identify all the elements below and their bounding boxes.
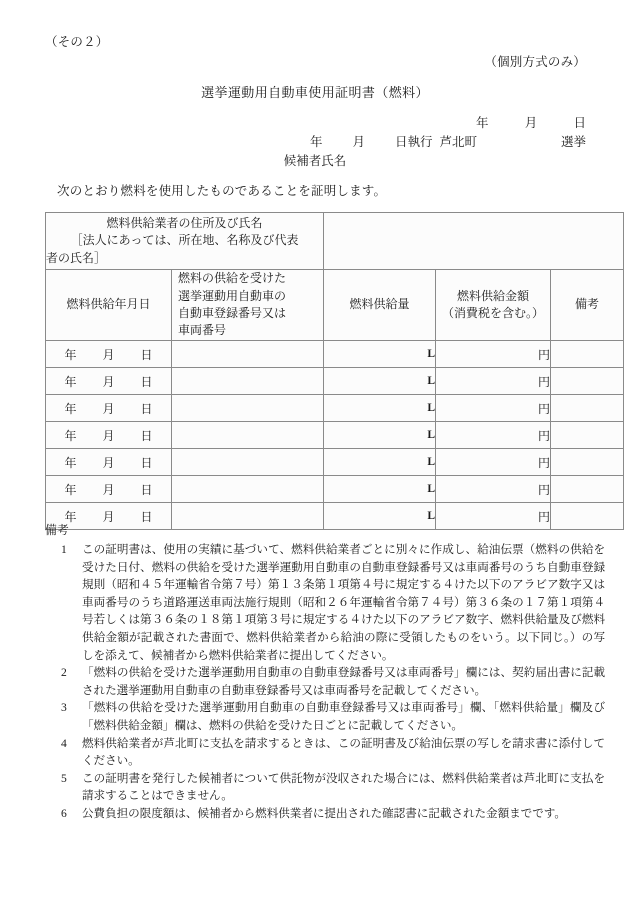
cell-amount[interactable]: 円	[436, 341, 551, 368]
amount-header-line-1: 燃料供給金額	[457, 288, 530, 303]
cell-supply-date[interactable]	[46, 395, 172, 422]
cell-amount[interactable]: 円	[436, 422, 551, 449]
date-month-label: 月	[102, 509, 115, 524]
table-row	[46, 449, 624, 476]
table-row	[46, 368, 624, 395]
cell-vehicle-number[interactable]	[172, 422, 324, 449]
note-item	[45, 699, 605, 734]
date-year-label: 年	[64, 374, 77, 389]
supplier-label-line-3: 者の氏名］	[46, 250, 107, 265]
date-month-label: 月	[102, 347, 115, 362]
date-day-label: 日	[140, 401, 153, 416]
cell-supply-date[interactable]	[46, 476, 172, 503]
note-text: 「燃料の供給を受けた選挙運動用自動車の自動車登録番号又は車両番号」欄には、契約届出書に記載された選挙運動用自動車の自動車登録番号又は車両番号を記載してください。	[82, 666, 605, 697]
municipality-label: 芦北町	[439, 135, 478, 149]
note-number: 5	[61, 771, 67, 785]
cell-vehicle-number[interactable]	[172, 449, 324, 476]
note-number: 1	[61, 542, 67, 556]
vehicle-header-line-1: 燃料の供給を受けた	[178, 271, 287, 286]
notes-heading: 備考	[45, 523, 69, 537]
note-number: 2	[61, 666, 67, 680]
cell-amount[interactable]: 円	[436, 395, 551, 422]
note-text: この証明書を発行した候補者について供託物が没収された場合には、燃料供給業者は芦北町に支払を請求することはできません。	[82, 771, 605, 803]
candidate-name-label: 候補者氏名	[283, 154, 347, 168]
note-item	[45, 541, 605, 664]
certification-statement: 次のとおり燃料を使用したものであることを証明します。	[57, 184, 387, 198]
notes-section	[45, 522, 605, 823]
vehicle-header-line-4: 車両番号	[178, 323, 227, 338]
date-year-label: 年	[64, 509, 77, 524]
column-header-supply-date: 燃料供給年月日	[46, 270, 172, 341]
cell-amount[interactable]: 円	[436, 368, 551, 395]
table-header-row	[46, 270, 624, 341]
date-day-label: 日	[140, 347, 153, 362]
column-header-remarks: 備考	[551, 270, 624, 341]
date-day-label: 日	[140, 428, 153, 443]
cell-vehicle-number[interactable]	[172, 341, 324, 368]
vehicle-header-line-3: 自動車登録番号又は	[178, 306, 287, 320]
column-header-amount	[436, 270, 551, 341]
note-item	[45, 664, 605, 699]
note-text: この証明書は、使用の実績に基づいて、燃料供給業者ごとに別々に作成し、給油伝票（燃料の供給を受けた日付、燃料の供給を受けた選挙運動用自動車の自動車登録番号又は車両番号のうち自動車登録規則（昭和４５年運輸省令第７号）第１３条第１項第４号に規定する４けた以下のアラビア数字又は車両番号のうち道路運送車両法施行規則（昭和２６年運輸省令第７４号）第３６条の１７第１項第４号若しくは第３６条の１８第１項第３号に規定する４けた以下のアラビア数字、燃料供給量及び燃料供給金額が記載された書面で、燃料供給業者から給油の際に受領したものをいう。以下同じ。）の写しを添えて、候補者から燃料供給業者に提出してください。	[82, 542, 605, 662]
page-title: 選挙運動用自動車使用証明書（燃料）	[201, 85, 429, 100]
note-text: 公費負担の限度額は、候補者から燃料供業者に提出された確認書に記載された金額までです。	[82, 807, 566, 821]
supplier-identity-label	[46, 213, 324, 270]
date-month-label: 月	[102, 401, 115, 416]
cell-remarks[interactable]	[551, 395, 624, 422]
cell-remarks[interactable]	[551, 341, 624, 368]
date-year-label: 年	[64, 401, 77, 416]
cell-quantity[interactable]: L	[324, 503, 436, 530]
date-year-label: 年	[64, 428, 77, 443]
sheet-number-label: （その２）	[45, 35, 109, 49]
supplier-label-line-1: 燃料供給業者の住所及び氏名	[106, 216, 263, 231]
cell-quantity[interactable]: L	[324, 395, 436, 422]
date-day-label: 日	[140, 509, 153, 524]
date-month-label: 月	[102, 428, 115, 443]
note-number: 6	[61, 807, 67, 821]
note-text: 燃料供給業者が芦北町に支払を請求するときは、この証明書及び給油伝票の写しを請求書に添付してください。	[82, 736, 605, 768]
cell-remarks[interactable]	[551, 476, 624, 503]
table-body	[46, 341, 624, 530]
table-row	[46, 341, 624, 368]
date-day-label: 日	[140, 455, 153, 470]
issue-date-year-label: 年	[475, 116, 489, 130]
issue-date-month-label: 月	[524, 116, 538, 130]
method-note-label: （個別方式のみ）	[484, 55, 586, 69]
vehicle-header-line-2: 選挙運動用自動車の	[178, 288, 287, 303]
table-row	[46, 476, 624, 503]
cell-vehicle-number[interactable]	[172, 395, 324, 422]
cell-quantity[interactable]: L	[324, 341, 436, 368]
note-number: 3	[61, 701, 67, 715]
note-item	[45, 735, 605, 770]
cell-supply-date[interactable]	[46, 341, 172, 368]
supplier-identity-row	[46, 213, 624, 270]
column-header-quantity: 燃料供給量	[324, 270, 436, 341]
issue-date-day-label: 日	[573, 116, 586, 130]
date-day-label: 日	[140, 482, 153, 497]
election-day-execution-label: 日執行	[395, 135, 433, 149]
election-year-label: 年	[310, 135, 323, 149]
issue-date-line	[476, 113, 586, 131]
note-number: 4	[61, 736, 67, 750]
date-month-label: 月	[102, 455, 115, 470]
cell-remarks[interactable]	[551, 449, 624, 476]
amount-header-line-2: （消費税を含む。）	[442, 306, 545, 320]
note-text: 「燃料の供給を受けた選挙運動用自動車の自動車登録番号又は車両番号」欄、「燃料供給量」欄及び「燃料供給金額」欄は、燃料の供給を受けた日ごとに記載してください。	[82, 701, 605, 733]
date-year-label: 年	[64, 455, 77, 470]
note-item	[45, 770, 605, 805]
supplier-identity-value[interactable]	[324, 213, 624, 270]
cell-amount[interactable]: 円	[436, 476, 551, 503]
cell-supply-date[interactable]	[46, 422, 172, 449]
table-row	[46, 422, 624, 449]
supplier-label-line-2: ［法人にあっては、所在地、名称及び代表	[70, 233, 299, 248]
election-line	[310, 132, 586, 150]
cell-amount[interactable]: 円	[436, 503, 551, 530]
cell-supply-date[interactable]	[46, 449, 172, 476]
date-year-label: 年	[64, 347, 77, 362]
election-label: 選挙	[560, 135, 586, 149]
note-item	[45, 805, 605, 823]
cell-amount[interactable]: 円	[436, 449, 551, 476]
notes-list	[45, 541, 605, 823]
cell-quantity[interactable]: L	[324, 422, 436, 449]
date-month-label: 月	[102, 374, 115, 389]
cell-remarks[interactable]	[551, 368, 624, 395]
cell-supply-date[interactable]	[46, 368, 172, 395]
cell-remarks[interactable]	[551, 422, 624, 449]
date-day-label: 日	[140, 374, 153, 389]
cell-vehicle-number[interactable]	[172, 476, 324, 503]
cell-vehicle-number[interactable]	[172, 368, 324, 395]
cell-quantity[interactable]: L	[324, 449, 436, 476]
date-month-label: 月	[102, 482, 115, 497]
fuel-usage-table	[45, 212, 624, 530]
election-month-label: 月	[352, 135, 366, 149]
cell-quantity[interactable]: L	[324, 368, 436, 395]
cell-quantity[interactable]: L	[324, 476, 436, 503]
date-year-label: 年	[64, 482, 77, 497]
column-header-vehicle-number	[172, 270, 324, 341]
table-row	[46, 395, 624, 422]
